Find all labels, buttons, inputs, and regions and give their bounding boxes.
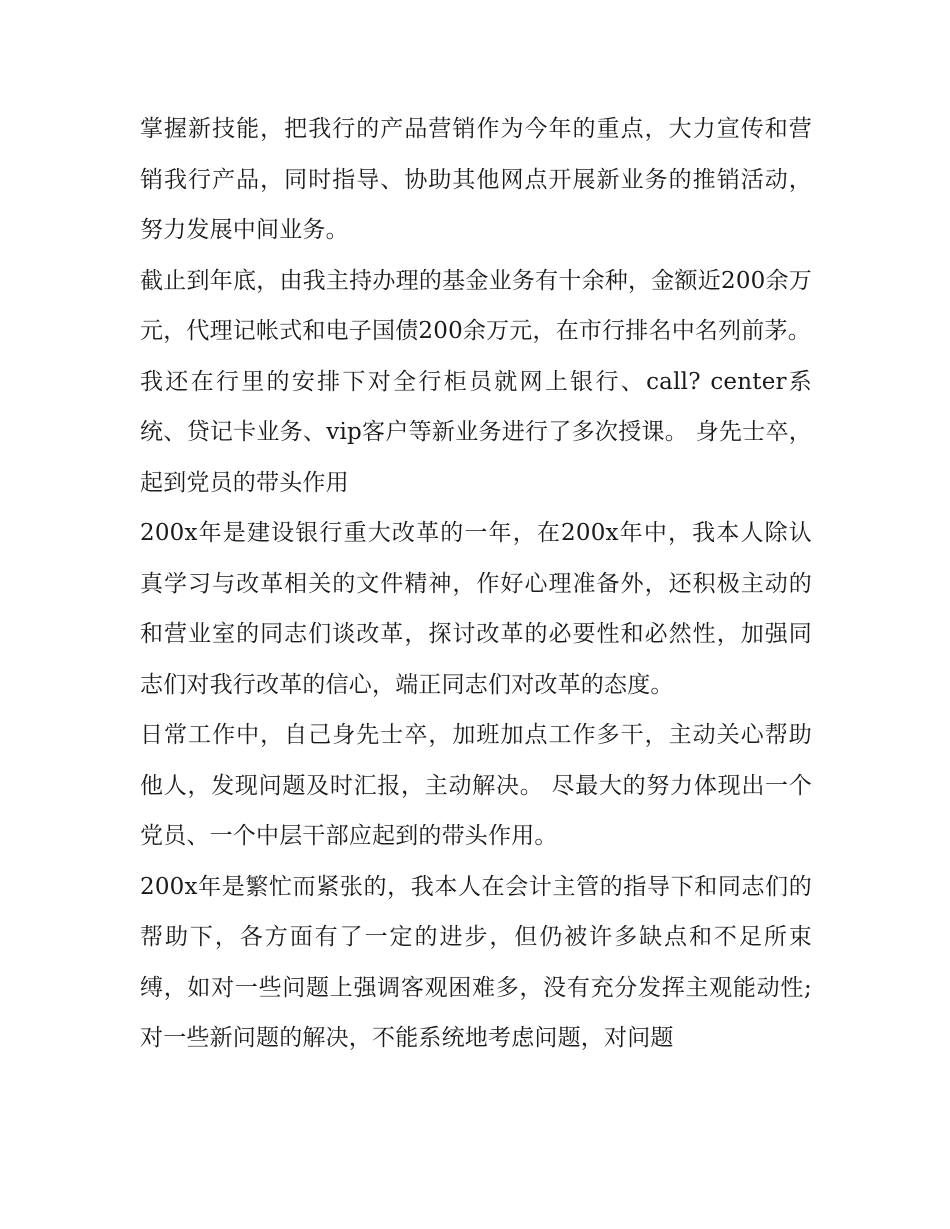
paragraph: 掌握新技能，把我行的产品营销作为今年的重点，大力宣传和营销我行产品，同时指导、协助其他网点开展新业务的推销活动，努力发展中间业务。 — [140, 116, 812, 243]
paragraph: 日常工作中，自己身先士卒，加班加点工作多干，主动关心帮助他人，发现问题及时汇报，主动解决。 尽最大的努力体现出一个党员、一个中层干部应起到的带头作用。 — [140, 722, 812, 849]
paragraph: 截止到年底，由我主持办理的基金业务有十余种，金额近200余万元，代理记帐式和电子国债200余万元，在市行排名中名列前茅。 — [140, 267, 812, 344]
paragraph: 200x年是繁忙而紧张的，我本人在会计主管的指导下和同志们的帮助下，各方面有了一定的进步，但仍被许多缺点和不足所束缚，如对一些问题上强调客观困难多，没有充分发挥主观能动性;对一些新问题的解决，不能系统地考虑问题，对问题 — [140, 873, 812, 1051]
document-body — [140, 104, 812, 1064]
paragraph: 200x年是建设银行重大改革的一年，在200x年中，我本人除认真学习与改革相关的文件精神，作好心理准备外，还积极主动的和营业室的同志们谈改革，探讨改革的必要性和必然性，加强同志们对我行改革的信心，端正同志们对改革的态度。 — [140, 520, 812, 698]
paragraph: 我还在行里的安排下对全行柜员就网上银行、call? center系统、贷记卡业务、vip客户等新业务进行了多次授课。 身先士卒，起到党员的带头作用 — [140, 368, 812, 496]
